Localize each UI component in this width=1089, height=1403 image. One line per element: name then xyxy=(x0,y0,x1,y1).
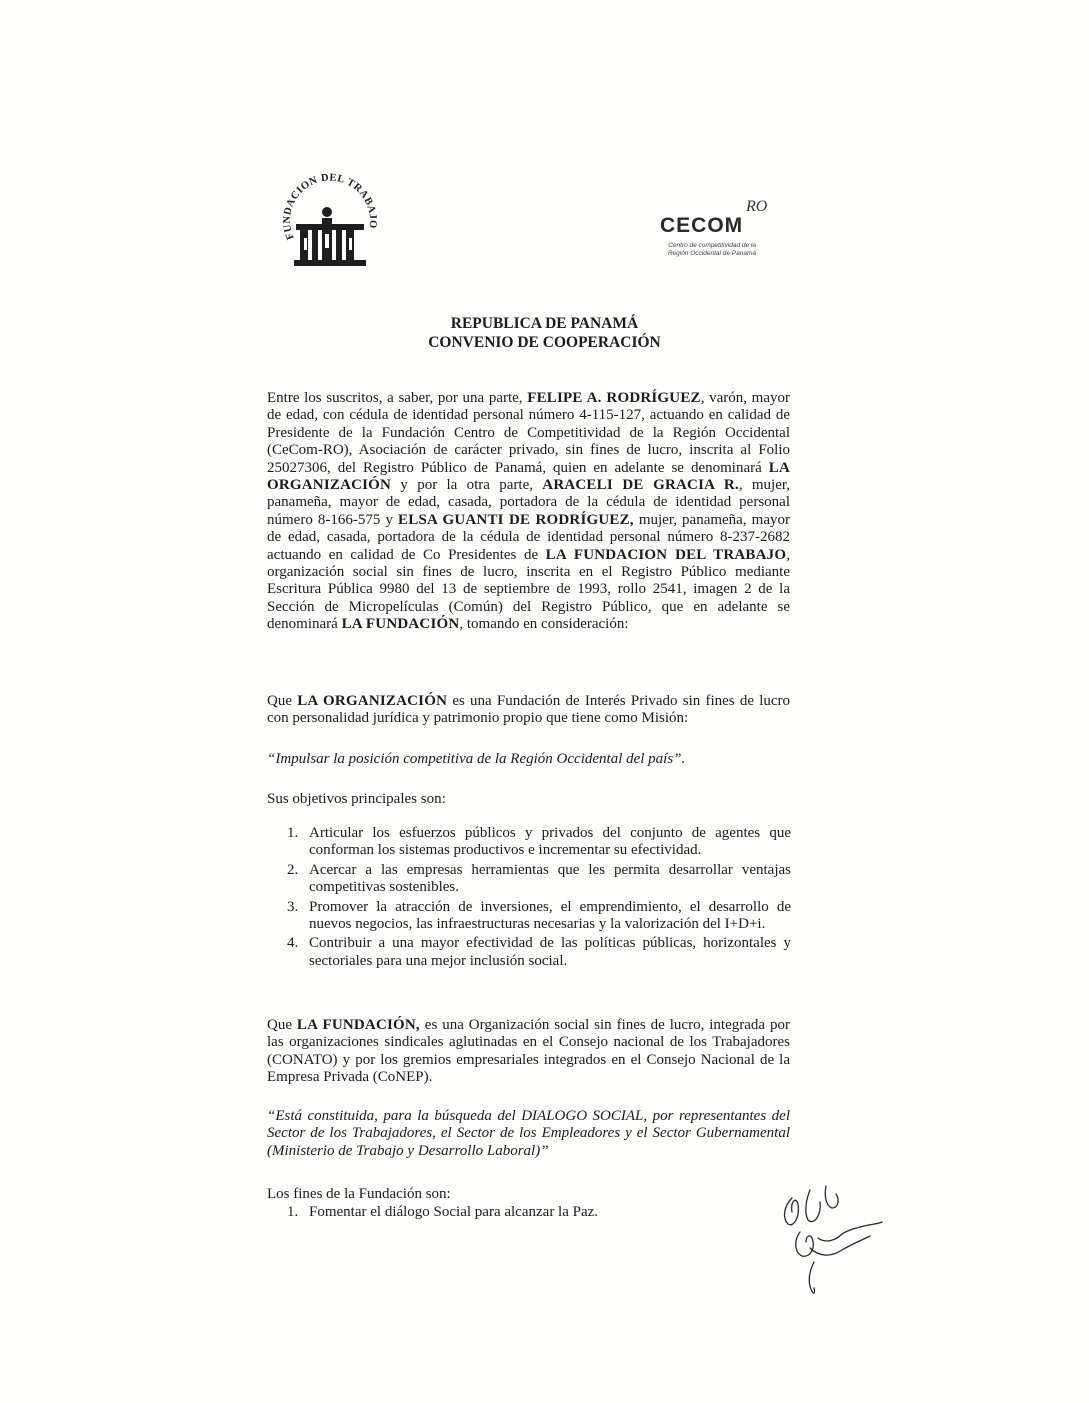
cecom-logo xyxy=(650,196,780,276)
org-la-organizacion: LA ORGANIZACIÓN xyxy=(297,693,448,709)
fundacion-del-trabajo-logo xyxy=(282,168,378,276)
organizacion-paragraph xyxy=(267,693,790,728)
intro-paragraph xyxy=(267,390,790,634)
intro-name-felipe: FELIPE A. RODRÍGUEZ xyxy=(527,390,701,406)
dialogo-social-quote: “Está constituida, para la búsqueda del DIALOGO SOCIAL, por representantes del Sector de los Trabajadores, el Sector de los Empleadores y el Sector Gubernamental (Ministerio de Trabajo y Desarrollo Laboral)” xyxy=(267,1108,790,1159)
list-item xyxy=(283,935,791,970)
list-item xyxy=(283,899,791,934)
heading-title: CONVENIO DE COOPERACIÓN xyxy=(428,334,661,351)
fund-la-fundacion: LA FUNDACIÓN, xyxy=(296,1017,420,1033)
intro-fundacion-del-trabajo: LA FUNDACION DEL TRABAJO xyxy=(545,546,787,563)
intro-text-1: Entre los suscritos, a saber, por una parte, xyxy=(267,390,528,406)
org-text-2: es una Fundación de Interés Privado sin fines de lucro con personalidad jurídica y patrimonio propio que tiene como Misión: xyxy=(267,693,791,727)
fines-title: Los fines de la Fundación son: xyxy=(267,1186,451,1202)
objetivos-title: Sus objetivos principales son: xyxy=(267,791,446,807)
heading-country: REPUBLICA DE PANAMÁ xyxy=(450,315,639,332)
objetivos-list xyxy=(283,825,791,972)
intro-text-5: mujer, panameña, mayor de edad, casada, portadora de la cédula de identidad personal número 8-237-2682 actuando en calidad de Co Presidentes de xyxy=(267,511,790,563)
logo-arc-text: FUNDACION DEL TRABAJO xyxy=(282,172,378,242)
list-text: Articular los esfuerzos públicos y privados del conjunto de agentes que conforman los sistemas productivos e incrementar su efectividad. xyxy=(309,825,791,859)
fundacion-paragraph xyxy=(267,1017,790,1087)
mision-quote: “Impulsar la posición competitiva de la Región Occidental del país”. xyxy=(267,751,686,767)
intro-name-araceli: ARACELI DE GRACIA R. xyxy=(542,477,739,494)
intro-text-2: , varón, mayor de edad, con cédula de identidad personal número 4-115-127, actuando en calidad de Presidente de la Fundación Centro de Competitividad de la Región Occidental (CeCom-RO), Asociación de carácter privado, sin fines de lucro, inscrita al Folio 25027306, del Registro Público de Panamá, quien en adelante se denominará xyxy=(267,390,790,476)
org-text-1: Que xyxy=(267,693,298,709)
intro-name-elsa: ELSA GUANTI DE RODRÍGUEZ, xyxy=(398,511,634,528)
intro-text-3: y por la otra parte, xyxy=(391,477,543,494)
list-item xyxy=(283,825,791,860)
list-item xyxy=(283,1204,703,1221)
handwritten-signature xyxy=(770,1178,888,1298)
intro-la-organizacion: LA ORGANIZACIÓN xyxy=(267,459,790,494)
list-number: 3. xyxy=(287,898,299,915)
cecom-wordmark: CECOM xyxy=(660,214,744,237)
list-number: 4. xyxy=(287,935,299,952)
list-text: Promover la atracción de inversiones, el emprendimiento, el desarrollo de nuevos negocios, las infraestructuras necesarias y la valorización del I+D+i. xyxy=(309,898,791,933)
cecom-subtitle: Centro de competitividad de la Región Occidental de Panamá xyxy=(667,242,756,257)
intro-text-6: , organización social sin fines de lucro, inscrita en el Registro Público mediante Escritura Pública 9980 del 13 de septiembre de 1993, rollo 2541, imagen 2 de la Sección de Micropelículas (Común) del Registro Público, que en adelante se denominará xyxy=(267,546,790,633)
intro-text-4: , mujer, panameña, mayor de edad, casada, portadora de la cédula de identidad personal número 8-166-575 y xyxy=(267,477,791,528)
list-item xyxy=(283,862,791,897)
list-text: Contribuir a una mayor efectividad de las políticas públicas, horizontales y sectoriales para una mejor inclusión social. xyxy=(309,935,791,969)
list-number: 1. xyxy=(287,1204,299,1220)
cecom-ro-mark: RO xyxy=(746,198,768,215)
list-text: Acercar a las empresas herramientas que les permita desarrollar ventajas competitivas sostenibles. xyxy=(309,861,791,896)
fines-list xyxy=(283,1204,703,1221)
intro-la-fundacion: LA FUNDACIÓN xyxy=(341,616,460,633)
fund-text-1: Que xyxy=(267,1017,297,1033)
list-text: Fomentar el diálogo Social para alcanzar la Paz. xyxy=(309,1204,599,1220)
list-number: 1. xyxy=(287,825,299,841)
intro-text-7: , tomando en consideración: xyxy=(459,616,629,633)
fund-text-2: es una Organización social sin fines de lucro, integrada por las organizaciones sindicales aglutinadas en el Consejo nacional de los Trabajadores (CONATO) y por los gremios empresariales integrados en el Consejo Nacional de la Empresa Privada (CoNEP). xyxy=(267,1017,790,1086)
list-number: 2. xyxy=(287,861,299,878)
